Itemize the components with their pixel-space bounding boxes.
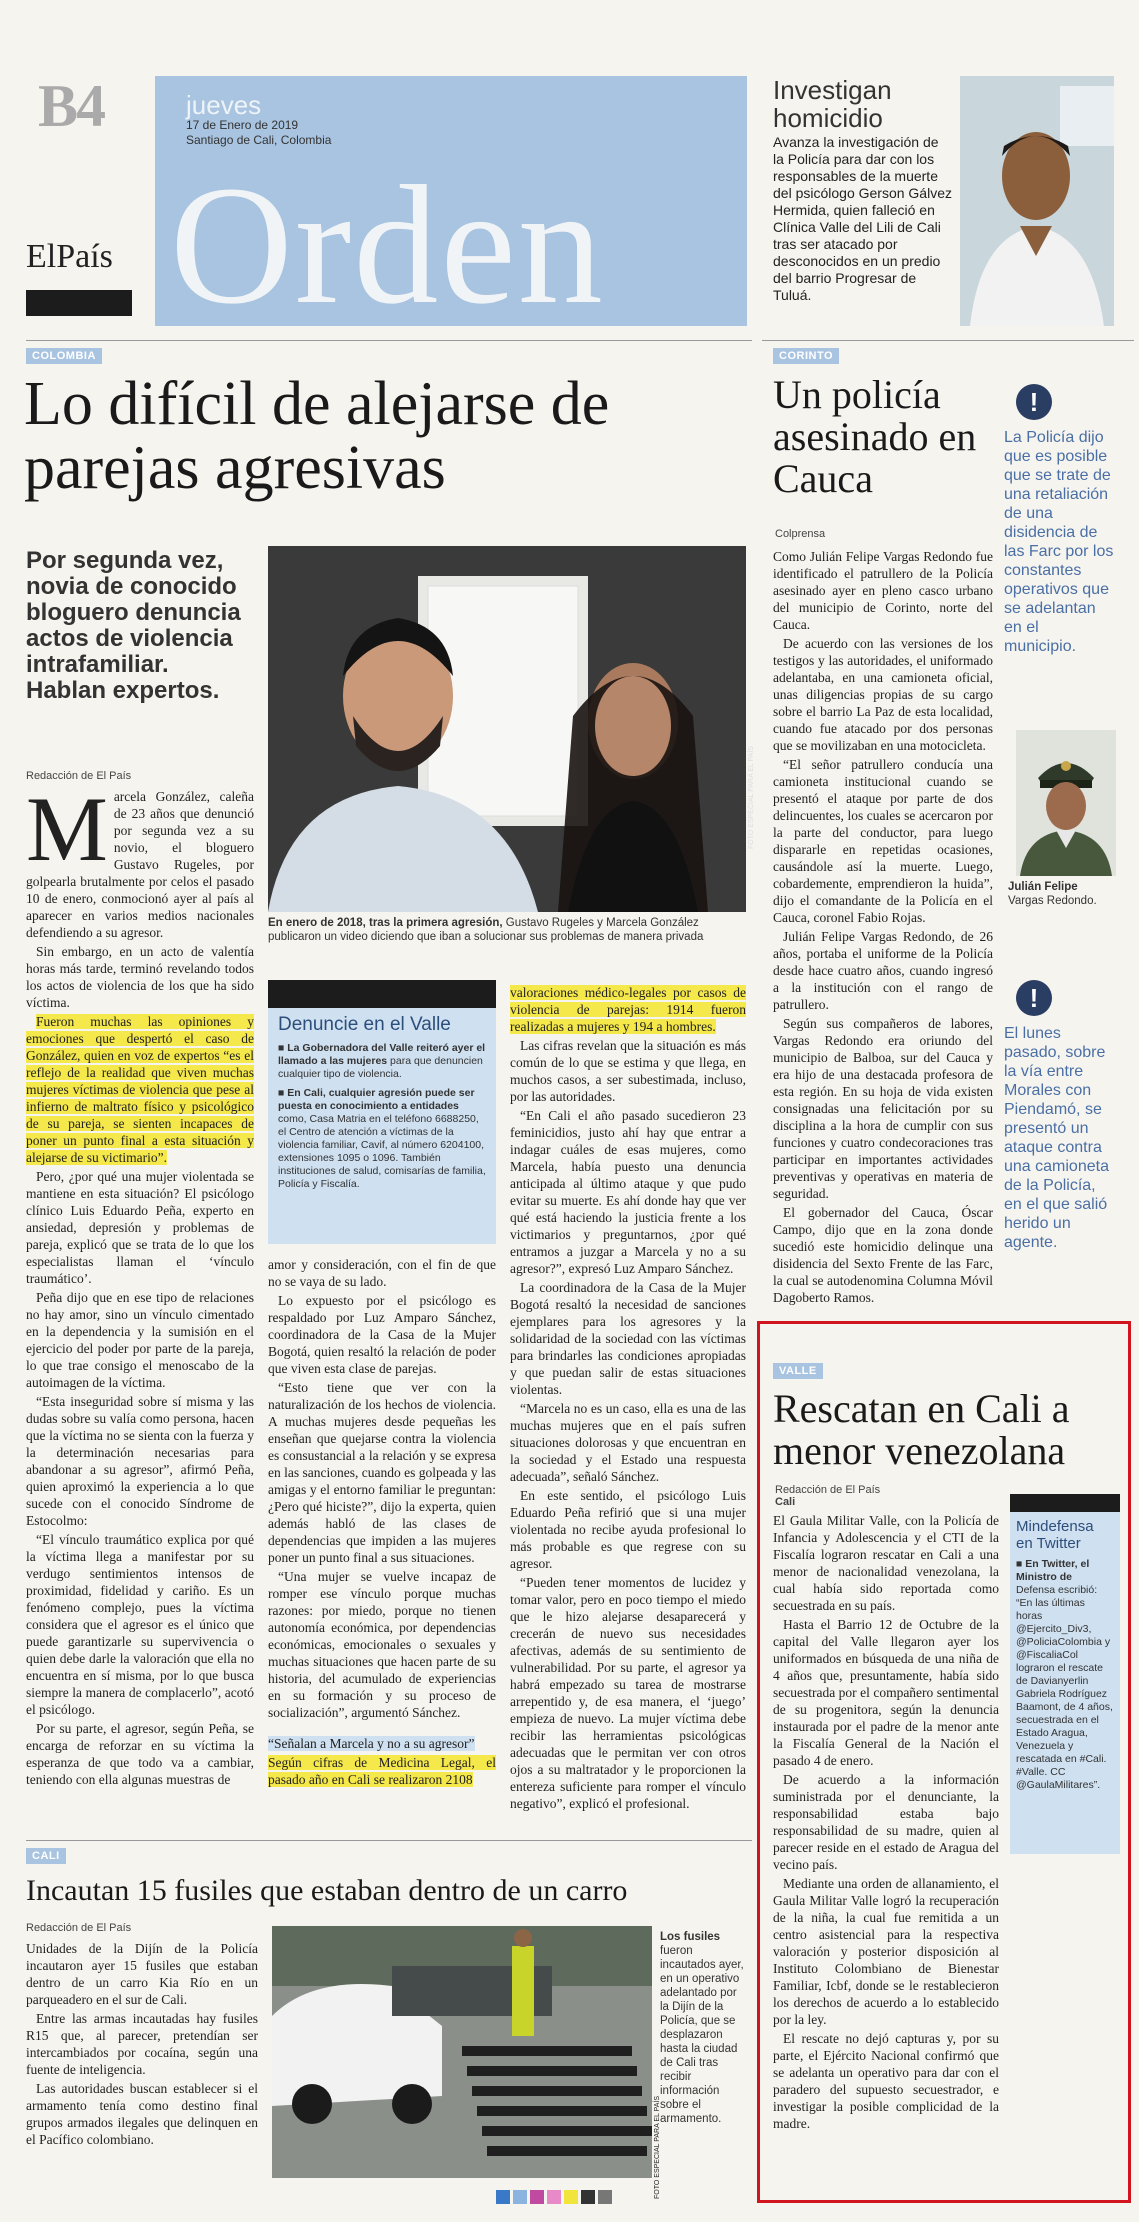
divider (762, 340, 1134, 341)
date: 17 de Enero de 2019 (186, 118, 299, 132)
page-number: B4 (38, 73, 105, 139)
box-bold: En Twitter, el Ministro de (1016, 1558, 1090, 1583)
swatch (581, 2190, 595, 2204)
caption-text: Gustavo Rugeles y Marcela González publicaron un video diciendo que iban a solucionar sus problemas de manera privada (268, 917, 704, 943)
section-title: Orden (170, 151, 605, 339)
teaser-photo (960, 76, 1114, 326)
paragraph: El gobernador del Cauca, Óscar Campo, dijo que en la zona donde sucedió este homicidio delinque una disidencia del Sexto Frente de las Farc, la cual se autodenomina Columna Móvil Dagoberto Ramos. (773, 1205, 993, 1305)
box-title: Denuncie en el Valle (278, 1014, 451, 1035)
corinto-body (773, 548, 993, 1324)
paragraph: Mediante una orden de allanamiento, el Gaula Militar Valle logró la recuperación de la niña, la cual fue remitida a un centro asistencial para la respectiva valoración y posterior disposición al Instituto Colombiano de Bienestar Familiar, Icbf, donde se le restablecieron los derechos de acuerdo a lo establecido por la ley. (773, 1876, 999, 2027)
divider (26, 340, 752, 341)
couple-photo-illustration (268, 546, 746, 912)
subhead: “Señalan a Marcela y no a su agresor” (268, 1736, 475, 1751)
rifles-photo-illustration (272, 1926, 652, 2178)
corinto-side-note-2: El lunes pasado, sobre la vía entre Morales con Piendamó, se presentó un ataque contra una camioneta de la Policía, en el que salió herido un agente. (1004, 1025, 1109, 1251)
corinto-side-note: La Policía dijo que es posible que se trate de una retaliación de una disidencia de las Farc por los constantes operativos que se adelantan en el municipio. (1004, 429, 1114, 655)
cali-photo (272, 1926, 661, 2199)
valle-byline (775, 1484, 880, 1508)
swatch (598, 2190, 612, 2204)
box-header-bar (1010, 1494, 1120, 1512)
valle-body (773, 1512, 999, 2192)
paragraph: arcela González, caleña de 23 años que denunció por segunda vez a su novio, el bloguero Gustavo Rugeles, por golpearla brutalmente por celos el pasado 10 de enero, conmocionó ayer al país al aparecer en varios medios nacionales defendiendo a su agresor. (26, 789, 254, 940)
box-item: ■ La Gobernadora del Valle reiteró ayer el llamado a las mujeres para que denuncien cualquier tipo de violencia. (278, 1042, 486, 1080)
paragraph: Sin embargo, en un acto de valentía horas más tarde, terminó revelando todos los actos de violencia de los que ha sido víctima. (26, 944, 254, 1010)
paragraph: “Pueden tener momentos de lucidez y tomar valor, pero en poco tiempo el miedo que le hizo alejarse desaparecerá y crecerán de nuevo sus necesidades afectivas, además de su sentimiento de vulnerabilidad. Por su parte, el agresor ya habrá empezado su tarea de mostrarse arrepentido y, de esa manera, el ‘juego’ empieza de nuevo. La mujer víctima debe recibir las herramientas psicológicas adecuadas que le permitan ver con otros ojos a su maltratador y le proporcionen la entereza suficiente para romper el vínculo negativo”, explicó el profesional. (510, 1575, 746, 1811)
paragraph: “El señor patrullero conducía una camioneta institucional cuando se presentó el ataque por parte de dos delincuentes, los cuales se acercaron por la parte del conductor, para luego dispararle en repetidas ocasiones, causándole así la muerte. Luego, cobardemente, emprendieron la huida”, dijo el comandante de la Policía en el Cauca, coronel Fabio Rojas. (773, 757, 993, 925)
highlighted-paragraph: Fueron muchas las opiniones y emociones que despertó el caso de González, quien en voz de expertos “es el reflejo de la realidad que viven muchas mujeres víctimas de violencia que pese al infierno de maltrato físico y psicológico de su pareja, se sienten incapaces de poner un punto final a esta situación y alejarse de su victimario”. (26, 1014, 254, 1165)
caption-bold: En enero de 2018, tras la primera agresión, (268, 917, 503, 929)
box-item-bold: La Gobernadora del Valle reiteró ayer el llamado a las mujeres (278, 1042, 486, 1067)
section-tag[interactable]: CALI (26, 1848, 66, 1864)
swatch (513, 2190, 527, 2204)
cali-body (26, 1940, 258, 2190)
main-photo (268, 546, 755, 912)
paragraph: Pero, ¿por qué una mujer violentada se mantiene en esta situación? El psicólogo clínico Luis Eduardo Peña, experto en ansiedad, depresión y problemas de pareja, explicó que se trata de lo que los especialistas llaman el ‘vínculo traumático’. (26, 1169, 254, 1286)
byline-line: Redacción de El País (775, 1484, 881, 1496)
highlighted-paragraph: valoraciones médico-legales por casos de violencia de parejas: 1914 fueron realizadas a mujeres y 194 a hombres. (510, 985, 746, 1034)
valle-headline: Rescatan en Cali a menor venezolana (773, 1386, 1070, 1473)
drop-cap: M (26, 778, 108, 880)
twitter-box (1010, 1494, 1120, 1860)
box-text: ■ En Twitter, el Ministro de Defensa escribió: “En las últimas horas @Ejercito_Div3, @PoliciaColombia y @FiscaliaCol lograron el rescate de Davianyerlin Gabriela Rodríguez Baamont, de 4 años, secuestrada en el Estado Aragua, Venezuela y rescatada en #Cali. #Valle. CC @GaulaMilitares”. (1016, 1558, 1113, 1791)
corinto-byline: Colprensa (775, 528, 826, 540)
byline-city: Cali (775, 1496, 796, 1508)
officer-photo (1016, 730, 1116, 876)
denuncie-box (268, 980, 496, 1244)
box-item-bold: En Cali, cualquier agresión puede ser puesta en conocimiento a entidades (278, 1087, 475, 1112)
date-text (186, 118, 331, 148)
main-photo-caption (268, 916, 746, 944)
box-item-text: para que denuncien cualquier tipo de violencia. (278, 1055, 483, 1080)
cali-headline: Incautan 15 fusiles que estaban dentro de un carro (26, 1874, 628, 1907)
paragraph: amor y consideración, con el fin de que no se vaya de su lado. (268, 1257, 496, 1289)
highlighted-paragraph: Según cifras de Medicina Legal, el pasado año en Cali se realizaron 2108 (268, 1755, 496, 1787)
paragraph: “El vínculo traumático explica por qué la víctima llega a manifestar por su verdugo sentimientos intensos de proximidad, fidelidad y cariño. Es un fenómeno complejo, pues la víctima considera que el agresor es el único que puede garantizarle su supervivencia o quien debe darle la valoración que ella no encuentra en sí misma, por lo que busca siempre la manera de complacerlo”, acotó el psicólogo. (26, 1532, 254, 1717)
paragraph: En este sentido, el psicólogo Luis Eduardo Peña refirió que si una mujer violentada no recibe ayuda profesional lo más probable es que regrese con su agresor. (510, 1488, 746, 1571)
date-location: Santiago de Cali, Colombia (186, 133, 332, 147)
swatch (530, 2190, 544, 2204)
swatch (496, 2190, 510, 2204)
box-title: Mindefensa en Twitter (1016, 1518, 1094, 1552)
paragraph: Por su parte, el agresor, según Peña, se encarga de reforzar en su víctima la esperanza de que todo va a cambiar, teniendo con ella algunas muestras de (26, 1721, 254, 1787)
paragraph: Entre las armas incautadas hay fusiles R15 que, al parecer, pretendían ser intercambiados por cocaína, según una fuente de inteligencia. (26, 2011, 258, 2077)
color-registration-bar (496, 2190, 615, 2209)
teaser-portrait-illustration (960, 76, 1114, 326)
paragraph: “Marcela no es un caso, ella es una de las muchas mujeres que en el país sufren situaciones dolorosas y que encuentran en la sociedad y el Estado una respuesta adecuada”, señaló Sánchez. (510, 1401, 746, 1484)
logo-bar (26, 290, 132, 316)
swatch (564, 2190, 578, 2204)
main-deck: Por segunda vez, novia de conocido bloguero denuncia actos de violencia intrafamiliar. Hablan expertos. (26, 547, 241, 704)
paragraph: Julián Felipe Vargas Redondo, de 26 años, portaba el uniforme de la Policía desde hace cuatro años, cuando ingresó a la institución con el rango de patrullero. (773, 929, 993, 1012)
paragraph: “Esto tiene que ver con la naturalización de los hechos de violencia. A muchas mujeres desde pequeñas les enseñan que quejarse contra la violencia es consustancial a la relación y se expresa en las sanciones, cuando es golpeada y las amigas y el entorno familiar le preguntan: ¿Pero qué hiciste?”, dijo la experta, quien además habló de las clases de dependencias que impiden a las mujeres poner un punto final a sus situaciones. (268, 1380, 496, 1565)
main-column-1 (26, 778, 254, 1793)
newspaper-logo: ElPaís (26, 238, 113, 275)
paragraph: “En Cali el año pasado sucedieron 23 feminicidios, justo ahí hay que entrar a indagar cuáles de esas mujeres, como Marcela, había puesto una denuncia anticipada al último ataque y que pudo evitar su muerte. Es ahí donde hay que ver qué está haciendo la justicia frente a los victimarios y preguntarnos, ¿por qué entramos a juzgar a Marcela y no a su agresor?”, expresó Luz Amparo Sánchez. (510, 1108, 746, 1276)
paragraph: Las cifras revelan que la situación es más común de lo que se estima y que llega, en muchos casos, a ser subestimada, incluso, por las autoridades. (510, 1038, 746, 1104)
teaser-text: Avanza la investigación de la Policía para dar con los responsables de la muerte del psicólogo Gerson Gálvez Hermida, quien falleció en Clínica Valle del Lili de Cali tras ser atacado por desconocidos en un predio del barrio Progresar de Tuluá. (773, 134, 952, 303)
paragraph: Las autoridades buscan establecer si el armamento tenía como destino final grupos armados ilegales que delinquen en el Pacífico colombiano. (26, 2081, 258, 2147)
photo-name: Julián Felipe (1008, 881, 1078, 893)
paragraph: Lo expuesto por el psicólogo es respaldado por Luz Amparo Sánchez, coordinadora de la Casa de la Mujer Bogotá, quien resaltó la relación de poder que viven esta clase de parejas. (268, 1293, 496, 1376)
box-item-text: como, Casa Matria en el teléfono 6688250, el Centro de atención a víctimas de la violencia familiar, Cavif, al número 6204100, extensiones 1095 o 1096. También instituciones de salud, comisarías de familia, Policía y Fiscalía. (278, 1113, 486, 1190)
teaser-title[interactable]: Investigan homicidio (773, 75, 892, 133)
paragraph: De acuerdo con las versiones de los testigos y las autoridades, el uniformado adelantaba, en una camioneta oficial, unas diligencias propias de su cargo sobre el barrio La Paz de esta localidad, cuando fue atacado por dos personas que se movilizaban en una motocicleta. (773, 636, 993, 753)
paragraph: La coordinadora de la Casa de la Mujer Bogotá resaltó la necesidad de sanciones ejemplares para los agresores y la solidaridad de la sociedad con las víctimas para brindarles las condiciones apropiadas y que puedan salir de estas situaciones violentas. (510, 1280, 746, 1397)
paragraph: El Gaula Militar Valle, con la Policía de Infancia y Adolescencia y el CTI de la Fiscalía lograron rescatar en Cali a una menor de nacionalidad venezolana, la cual había sido reportada como secuestrada en su país. (773, 1513, 999, 1613)
box-item: ■ En Cali, cualquier agresión puede ser puesta en conocimiento a entidades como, Casa Matria en el teléfono 6688250, el Centro de atención a víctimas de la violencia familiar, Cavif, al número 6204100, extensiones 1095 o 1096. También instituciones de salud, comisarías de familia, Policía y Fiscalía. (278, 1087, 486, 1190)
paragraph: De acuerdo a la información suministrada por el denunciante, la responsabilidad estaba bajo responsabilidad de su madre, quien al parecer reside en el estado de Aragua del vecino país. (773, 1772, 999, 1872)
photo-credit: FOTO ESPECIAL PARA EL PAÍS (748, 746, 755, 849)
section-tag[interactable]: VALLE (773, 1363, 823, 1379)
alert-icon: ! (1016, 980, 1052, 1016)
main-byline: Redacción de El País (26, 770, 132, 782)
officer-portrait-illustration (1016, 730, 1116, 876)
cali-photo-caption (660, 1930, 746, 2126)
section-tag[interactable]: CORINTO (773, 348, 839, 364)
officer-photo-caption (1008, 880, 1118, 908)
paragraph: Peña dijo que en ese tipo de relaciones no hay amor, sino un vínculo cimentado en la dependencia y la sumisión en el ejercicio del poder por parte de la pareja, lo que trae consigo el menoscabo de la autoimagen de la víctima. (26, 1290, 254, 1390)
caption-text: fueron incautados ayer, en un operativo adelantado por la Dijín de la Policía, que se desplazaron hasta la ciudad de Cali tras recibir información sobre el armamento. (660, 1945, 744, 2125)
box-header-bar (268, 980, 496, 1008)
cali-byline: Redacción de El País (26, 1922, 132, 1934)
paragraph: Según sus compañeros de labores, Vargas Redondo era oriundo del municipio de Balboa, sur del Cauca y era hijo de una destacada profesora de esta región. En su hoja de vida existen consignadas una felicitación por su disciplina a la hora de cumplir con sus funciones y cuatro condecoraciones tras participar en importantes actividades preventivas y operativas en materia de seguridad. (773, 1016, 993, 1201)
photo-credit: FOTO ESPECIAL PARA EL PAÍS (654, 2096, 661, 2199)
corinto-headline: Un policía asesinado en Cauca (773, 372, 977, 501)
paragraph: “Esta inseguridad sobre sí misma y las dudas sobre su valía como persona, hacen que la víctima no se sienta con la fuerza y la determinación necesarias para abandonar a su agresor”, afirmó Peña, quien aproximó la experiencia a lo que sucede con el conocido Síndrome de Estocolmo: (26, 1394, 254, 1528)
main-column-2 (268, 1256, 496, 1786)
caption-bold: Los fusiles (660, 1931, 721, 1943)
alert-icon: ! (1016, 384, 1052, 420)
main-headline: Lo difícil de alejarse de parejas agresivas (24, 370, 610, 502)
section-tag[interactable]: COLOMBIA (26, 348, 102, 364)
photo-name-2: Vargas Redondo. (1008, 895, 1097, 907)
divider (26, 1840, 752, 1841)
paragraph: Hasta el Barrio 12 de Octubre de la capital del Valle llegaron ayer los uniformados en búsqueda de una niña de 4 años que, presuntamente, había sido secuestrada por el compañero sentimental de su progenitora, según la denuncia instaurada por el padre de la menor ante la Fiscalía General de la Nación el pasado 4 de enero. (773, 1617, 999, 1768)
paragraph: Como Julián Felipe Vargas Redondo fue identificado el patrullero de la Policía asesinado ayer en pleno casco urbano del municipio de Corinto, norte del Cauca. (773, 549, 993, 632)
paragraph: “Una mujer se vuelve incapaz de romper ese vínculo porque muchas razones: por miedo, porque no tienen autonomía económica, por dependencias económicas, emocionales o sexuales y muchas situaciones que hacen parte de su historia, del acumulado de experiencias en su formación y su proceso de socialización”, argumentó Sánchez. (268, 1569, 496, 1720)
box-body: Defensa escribió: “En las últimas horas @Ejercito_Div3, @PoliciaColombia y @FiscaliaCol lograron el rescate de Davianyerlin Gabriela Rodríguez Baamont, de 4 años, secuestrada en el Estado Aragua, Venezuela y rescatada en #Cali. #Valle. CC @GaulaMilitares”. (1016, 1584, 1113, 1791)
paragraph: Unidades de la Dijín de la Policía incautaron ayer 15 fusiles que estaban dentro de un carro Kia Río en un parqueadero en el sur de Cali. (26, 1941, 258, 2007)
swatch (547, 2190, 561, 2204)
main-column-3 (510, 984, 746, 1811)
date-day: jueves (186, 90, 262, 120)
paragraph: El rescate no dejó capturas y, por su parte, el Ejército Nacional confirmó que se adelanta un operativo para dar con el paradero del supuesto secuestrador, e investigar la posible complicidad de la madre. (773, 2031, 999, 2131)
